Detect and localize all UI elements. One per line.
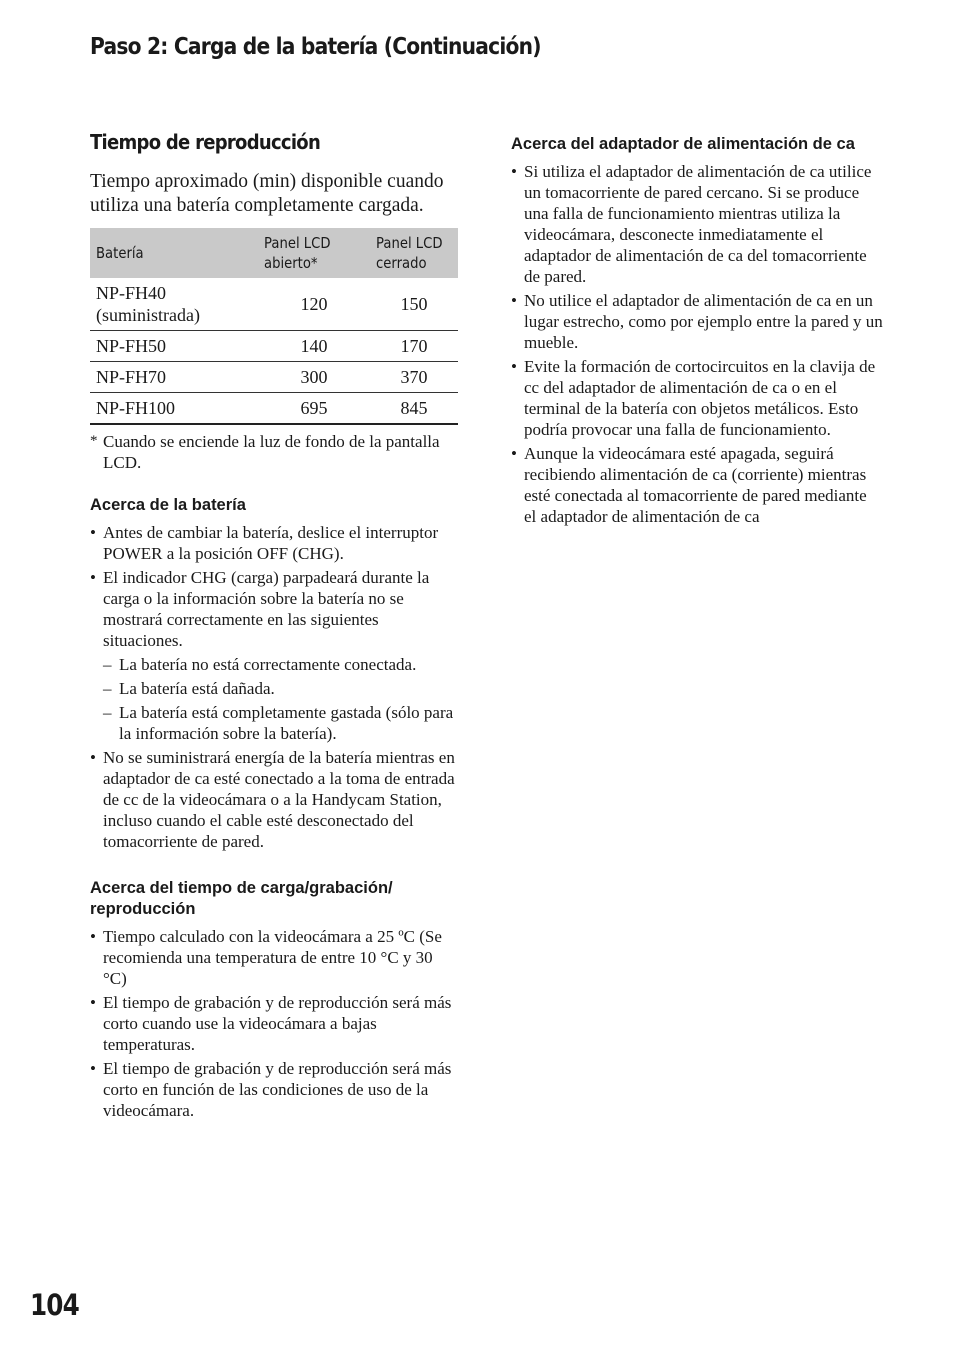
time-lcd-open: 140 <box>258 331 370 362</box>
list-item: • Antes de cambiar la batería, deslice el interruptor POWER a la posición OFF (CHG). <box>90 523 439 563</box>
page-header: Paso 2: Carga de la batería (Continuación) <box>90 34 541 60</box>
table-row <box>90 278 458 331</box>
battery-model: NP-FH100 <box>90 393 258 425</box>
time-lcd-closed: 170 <box>370 331 458 362</box>
list-item: • El tiempo de grabación y de reproducción será más corto cuando use la videocámara a bajas temperaturas. <box>90 993 452 1054</box>
battery-section-title: Acerca de la batería <box>90 496 246 514</box>
footnote-mark: * <box>90 433 98 449</box>
list-item: • Si utiliza el adaptador de alimentación de ca utilice un tomacorriente de pared cercano. Si se produce una falla de funcionamiento mientras utiliza la videocámara, desconecte inmediatamente el adaptador de alimentación de ca del tomacorriente de pared. <box>511 162 872 286</box>
sub-list-item: – La batería está dañada. <box>103 679 275 698</box>
list-item: • Tiempo calculado con la videocámara a 25 ºC (Se recomienda una temperatura de entre 10 °C y 30 °C) <box>90 927 442 988</box>
footnote-text: Cuando se enciende la luz de fondo de la pantalla LCD. <box>103 432 440 472</box>
list-item: • El indicador CHG (carga) parpadeará durante la carga o la información sobre la batería no se mostrará correctamente en las siguientes situaciones. – La batería no está correctamente conectada. – La batería está dañada. – La batería está completamente gastada (sólo para la información sobre la batería). <box>90 567 460 744</box>
time-lcd-closed: 150 <box>370 278 458 331</box>
timing-list <box>90 926 460 1121</box>
playback-time-table <box>90 228 458 425</box>
list-item: • Evite la formación de cortocircuitos en la clavija de cc del adaptador de alimentación de ca o en el terminal de la batería con objetos metálicos. Esto podría provocar una falla de funcionamiento. <box>511 357 876 439</box>
battery-model: NP-FH40 (suministrada) <box>90 278 258 331</box>
playback-intro: Tiempo aproximado (min) disponible cuando utiliza una batería completamente cargada. <box>90 171 444 216</box>
battery-sublist <box>103 654 460 744</box>
header-lcd-closed: Panel LCD cerrado <box>370 228 458 278</box>
time-lcd-open: 120 <box>258 278 370 331</box>
time-lcd-open: 695 <box>258 393 370 425</box>
adapter-section-title: Acerca del adaptador de alimentación de ca <box>511 135 855 153</box>
time-lcd-open: 300 <box>258 362 370 393</box>
right-column <box>511 134 883 530</box>
table-header-row <box>90 228 458 278</box>
adapter-list <box>511 161 883 527</box>
list-item: • Aunque la videocámara esté apagada, seguirá recibiendo alimentación de ca (corriente) mientras esté conectada al tomacorriente de pared mediante el adaptador de alimentación de ca <box>511 444 867 526</box>
list-item: • El tiempo de grabación y de reproducción será más corto en función de las condiciones de uso de la videocámara. <box>90 1059 452 1120</box>
table-footnote <box>90 431 460 473</box>
table-row <box>90 362 458 393</box>
list-item: • No utilice el adaptador de alimentación de ca en un lugar estrecho, como por ejemplo entre la pared y un mueble. <box>511 291 883 352</box>
playback-time-title: Tiempo de reproducción <box>90 130 321 154</box>
table-row <box>90 331 458 362</box>
left-column <box>90 130 460 1124</box>
battery-model: NP-FH70 <box>90 362 258 393</box>
list-item: • No se suministrará energía de la batería mientras en adaptador de ca esté conectado a la toma de entrada de cc de la videocámara o a la Handycam Station, incluso cuando el cable esté desconectado del tomacorriente de pared. <box>90 748 455 851</box>
battery-list <box>90 522 460 852</box>
time-lcd-closed: 845 <box>370 393 458 425</box>
time-lcd-closed: 370 <box>370 362 458 393</box>
table-row <box>90 393 458 425</box>
page-number: 104 <box>30 1288 79 1322</box>
sub-list-item: – La batería no está correctamente conectada. <box>103 655 417 674</box>
header-battery: Batería <box>90 228 258 278</box>
timing-section-title: Acerca del tiempo de carga/grabación/ reproducción <box>90 879 393 918</box>
header-lcd-open: Panel LCD abierto* <box>258 228 370 278</box>
battery-model: NP-FH50 <box>90 331 258 362</box>
sub-list-item: – La batería está completamente gastada (sólo para la información sobre la batería). <box>103 703 454 743</box>
